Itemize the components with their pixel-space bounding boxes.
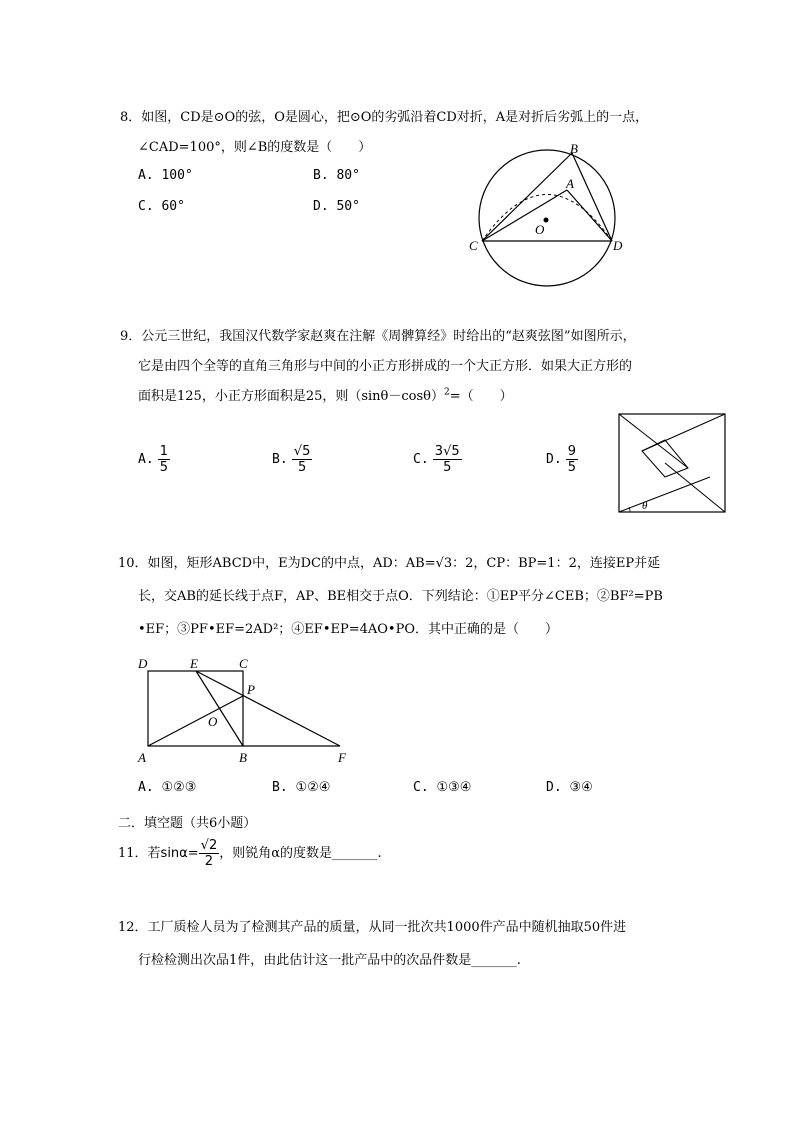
- q11-den: 2: [204, 854, 214, 869]
- q10-label-f: F: [338, 750, 346, 765]
- q10-label-e: E: [190, 656, 198, 671]
- q9-option-c[interactable]: [413, 444, 462, 475]
- q11-suffix: ，则锐角α的度数是_______.: [219, 846, 382, 861]
- q10-rectangle-figure: [135, 652, 360, 767]
- q10-label-d: D: [138, 656, 148, 671]
- q8-line1: 8．如图，CD是⊙O的弦，O是圆心，把⊙O的劣弧沿着CD对折，A是对折后劣弧上的一点，: [120, 110, 649, 125]
- q9-option-a-letter: A.: [138, 452, 154, 467]
- q10-line3: •EF；③PF•EF=2AD²；④EF•EP=4AO•PO．其中正确的是（ ）: [138, 622, 559, 637]
- q9-option-a-num: 1: [159, 444, 169, 459]
- q10-label-a: A: [138, 750, 146, 765]
- q9-label-theta: θ: [642, 500, 648, 512]
- q10-option-a[interactable]: A. ①②③: [138, 780, 197, 795]
- q9-option-d[interactable]: [546, 444, 578, 475]
- q10-label-b: B: [239, 750, 247, 765]
- q8-option-b[interactable]: B. 80°: [313, 168, 360, 183]
- q8-label-d: D: [613, 238, 623, 253]
- q11-eq: =: [187, 846, 199, 861]
- q10-option-d[interactable]: D. ③④: [546, 780, 593, 795]
- q9-line3-b: =（ ）: [449, 389, 513, 404]
- q9-option-a[interactable]: [138, 444, 170, 475]
- q10-option-c[interactable]: C. ①③④: [413, 780, 472, 795]
- q8-option-d[interactable]: D. 50°: [313, 199, 360, 214]
- q9-option-d-num: 9: [567, 444, 577, 459]
- q11-num: √2: [200, 838, 218, 853]
- q8-circle-figure: [465, 140, 635, 290]
- q11-sin: sinα: [160, 846, 188, 861]
- q11-prefix: 11．若: [118, 846, 161, 861]
- q9-line3: [138, 385, 513, 404]
- q12-line2: 行检检测出次品1件，由此估计这一批产品中的次品件数是_______.: [138, 953, 521, 968]
- q10-label-p: P: [247, 682, 255, 697]
- q9-option-d-letter: D.: [546, 452, 562, 467]
- q12-line1: 12．工厂质检人员为了检测其产品的质量，从同一批次共1000件产品中随机抽取50件进: [118, 920, 627, 935]
- q9-option-c-den: 5: [443, 460, 452, 475]
- q8-option-a[interactable]: A. 100°: [138, 168, 193, 183]
- q9-option-c-num: 3√5: [434, 444, 460, 459]
- q9-option-b[interactable]: [272, 444, 312, 475]
- q8-label-b: B: [570, 141, 578, 156]
- q9-line3-sup: 2: [444, 387, 450, 398]
- q9-option-b-letter: B.: [272, 452, 288, 467]
- q9-zhaoshuang-figure: [618, 413, 728, 515]
- q10-label-o: O: [208, 714, 218, 729]
- q9-option-a-den: 5: [159, 460, 169, 475]
- q9-line1: 9．公元三世纪，我国汉代数学家赵爽在注解《周髀算经》时给出的“赵爽弦图”如图所示，: [120, 329, 636, 344]
- q9-line3-a: 面积是125，小正方形面积是25，则（sinθ－cosθ）: [138, 389, 444, 404]
- q9-option-c-letter: C.: [413, 452, 429, 467]
- q10-label-c: C: [239, 656, 248, 671]
- q8-label-o: O: [535, 222, 545, 237]
- q8-label-c: C: [469, 238, 478, 253]
- q8-line2: ∠CAD=100°，则∠B的度数是（ ）: [138, 140, 372, 155]
- q10-line1: 10．如图，矩形ABCD中，E为DC的中点，AD：AB=√3：2，CP：BP=1：2，连接EP并延: [118, 556, 661, 571]
- q9-option-b-num: √5: [293, 444, 311, 459]
- section2-title: 二．填空题（共6小题）: [118, 816, 257, 831]
- q9-option-d-den: 5: [567, 460, 577, 475]
- q10-line2: 长，交AB的延长线于点F，AP、BE相交于点O．下列结论：①EP平分∠CEB；②BF²=PB: [138, 589, 663, 604]
- q9-option-b-den: 5: [297, 460, 307, 475]
- q8-option-c[interactable]: C. 60°: [138, 199, 185, 214]
- q10-option-b[interactable]: B. ①②④: [272, 780, 331, 795]
- q11-line: [118, 838, 382, 869]
- q8-label-a: A: [566, 176, 574, 191]
- q9-line2: 它是由四个全等的直角三角形与中间的小正方形拼成的一个大正方形．如果大正方形的: [138, 359, 633, 374]
